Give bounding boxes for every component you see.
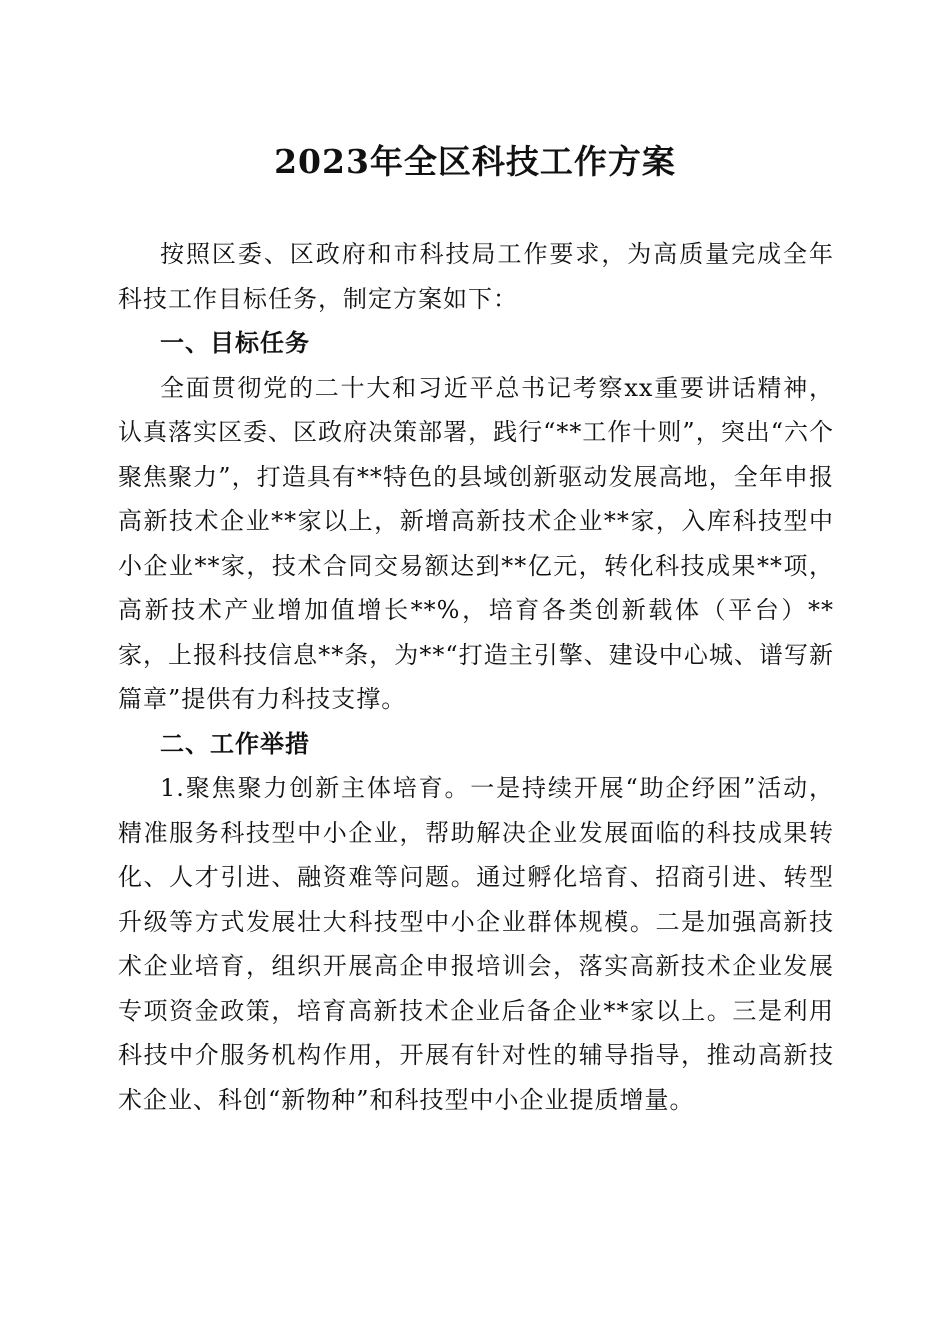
section-paragraph-measures: 1.聚焦聚力创新主体培育。一是持续开展“助企纾困”活动，精准服务科技型中小企业，帮助解决企业发展面临的科技成果转化、人才引进、融资难等问题。通过孵化培育、招商引进、转型升级等方式发展壮大科技型中小企业群体规模。二是加强高新技术企业培育，组织开展高企申报培训会，落实高新技术企业发展专项资金政策，培育高新技术企业后备企业**家以上。三是利用科技中介服务机构作用，开展有针对性的辅导指导，推动高新技术企业、科创“新物种”和科技型中小企业提质增量。 [118,774,834,1114]
document-title: 2023年全区科技工作方案 [274,142,676,181]
document-body [118,232,834,1122]
section-paragraph-goals: 全面贯彻党的二十大和习近平总书记考察xx重要讲话精神，认真落实区委、区政府决策部署，践行“**工作十则”，突出“六个聚焦聚力”，打造具有**特色的县域创新驱动发展高地，全年申报高新技术企业**家以上，新增高新技术企业**家，入库科技型中小企业**家，技术合同交易额达到**亿元，转化科技成果**项，高新技术产业增加值增长**%，培育各类创新载体（平台）**家，上报科技信息**条，为**“打造主引擎、建设中心城、谱写新篇章”提供有力科技支撑。 [118,373,834,713]
section-heading-measures: 二、工作举措 [160,729,310,758]
section-heading-goals: 一、目标任务 [160,329,310,357]
intro-paragraph: 按照区委、区政府和市科技局工作要求，为高质量完成全年科技工作目标任务，制定方案如下： [118,240,834,313]
